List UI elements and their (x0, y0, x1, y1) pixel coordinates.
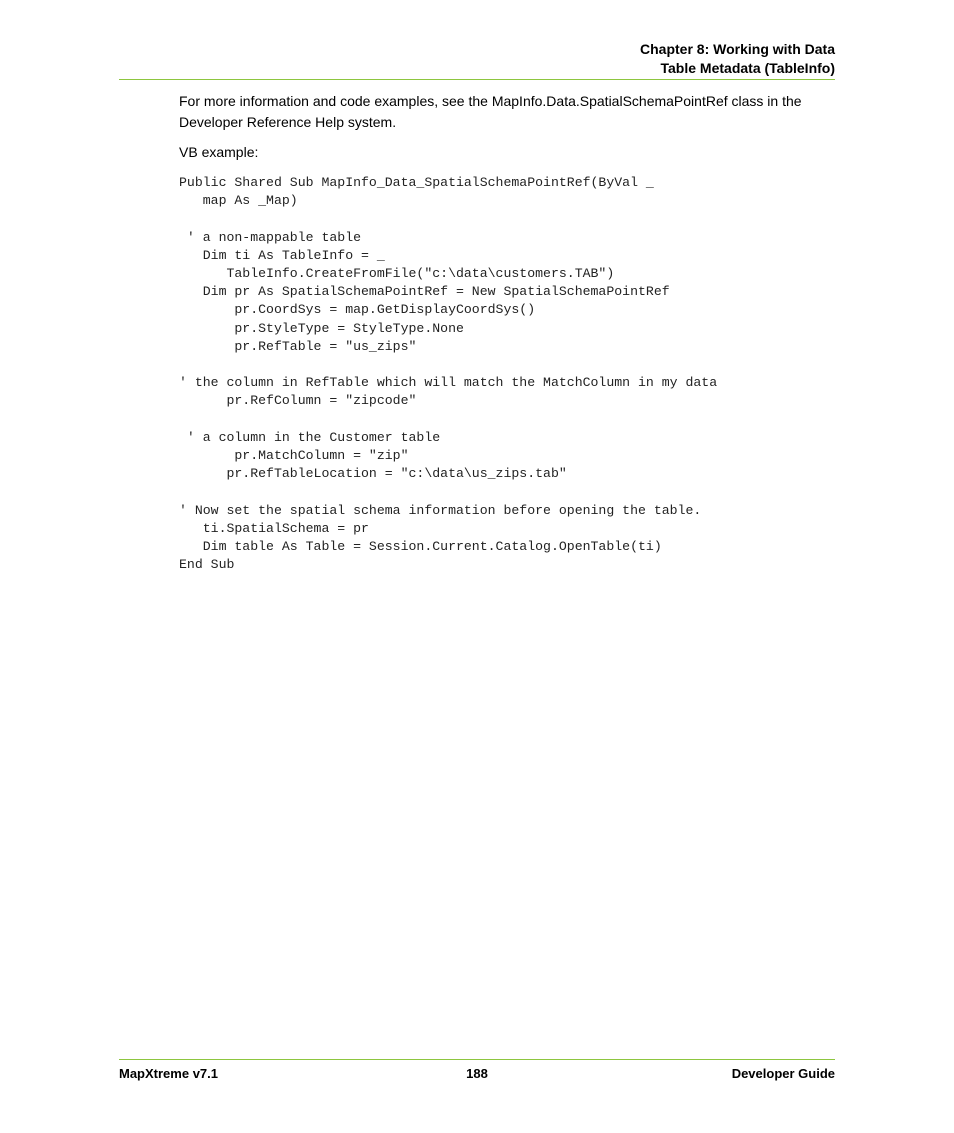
footer-divider (119, 1059, 835, 1060)
footer-product: MapXtreme v7.1 (119, 1066, 218, 1081)
page-footer (119, 1066, 835, 1084)
example-label: VB example: (179, 144, 259, 160)
code-line: pr.RefTable = "us_zips" (179, 338, 417, 354)
intro-paragraph: For more information and code examples, see the MapInfo.Data.SpatialSchemaPointRef class in the Developer Reference Help system. (179, 93, 802, 130)
code-line: pr.RefTableLocation = "c:\data\us_zips.tab" (179, 466, 567, 482)
code-line: ' Now set the spatial schema information before opening the table. (179, 502, 702, 518)
code-line: pr.StyleType = StyleType.None (179, 320, 464, 336)
code-line (179, 411, 829, 429)
page-content (179, 91, 829, 574)
code-line: pr.CoordSys = map.GetDisplayCoordSys() (179, 302, 536, 318)
code-line: map As _Map) (179, 193, 298, 209)
code-line: ' a non-mappable table (179, 229, 362, 245)
code-block (179, 174, 829, 574)
footer-page-number: 188 (466, 1066, 488, 1081)
footer-guide: Developer Guide (731, 1066, 835, 1081)
code-line: ti.SpatialSchema = pr (179, 520, 369, 536)
code-line: ' a column in the Customer table (179, 429, 441, 445)
code-line: pr.MatchColumn = "zip" (179, 448, 409, 463)
code-line: pr.RefColumn = "zipcode" (179, 393, 417, 409)
code-line: ' the column in RefTable which will match the MatchColumn in my data (179, 375, 718, 391)
code-line (179, 483, 829, 501)
code-line: TableInfo.CreateFromFile("c:\data\customers.TAB") (179, 266, 615, 281)
header-divider (119, 79, 835, 80)
code-line (179, 210, 829, 228)
code-line: Public Shared Sub MapInfo_Data_SpatialSchemaPointRef(ByVal _ (179, 175, 654, 190)
code-line: Dim ti As TableInfo = _ (179, 247, 385, 263)
chapter-title: Chapter 8: Working with Data (640, 41, 835, 57)
code-line: Dim table As Table = Session.Current.Catalog.OpenTable(ti) (179, 539, 662, 554)
page-header (640, 40, 835, 78)
section-title: Table Metadata (TableInfo) (660, 60, 835, 76)
code-line: End Sub (179, 557, 235, 573)
code-line: Dim pr As SpatialSchemaPointRef = New SpatialSchemaPointRef (179, 284, 670, 300)
code-line (179, 356, 829, 374)
